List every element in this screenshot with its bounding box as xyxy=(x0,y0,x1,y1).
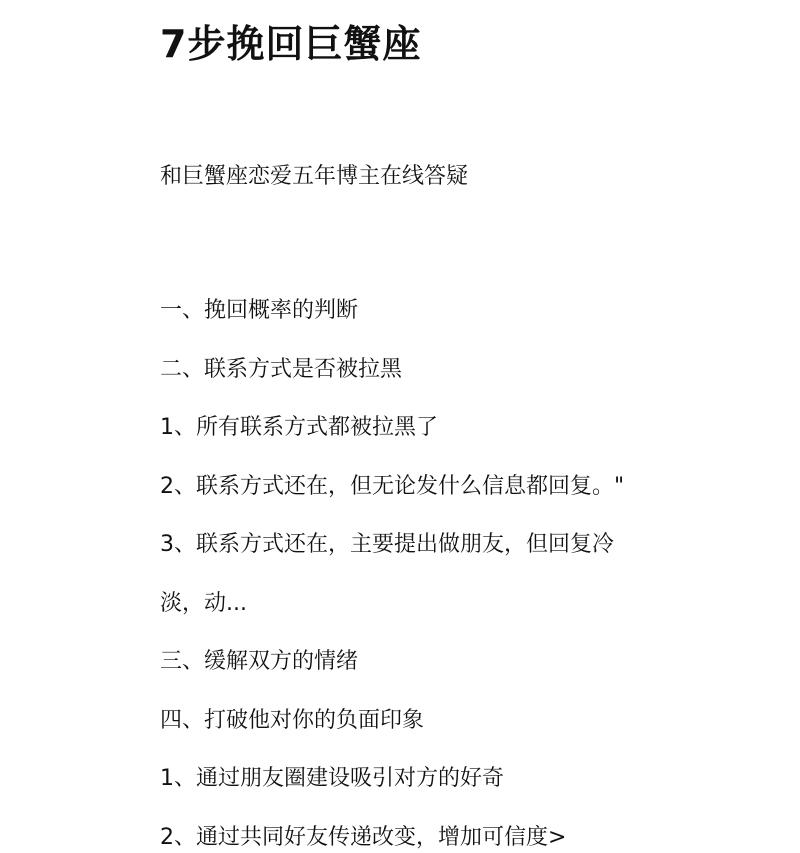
list-item: 2、联系方式还在，但无论发什么信息都回复。" xyxy=(160,473,625,499)
article-title: 7步挽回巨蟹座 xyxy=(160,22,422,66)
list-item: 一、挽回概率的判断 xyxy=(160,298,359,323)
article-subtitle: 和巨蟹座恋爱五年博主在线答疑 xyxy=(160,164,469,189)
list-item: 2、通过共同好友传递改变，增加可信度> xyxy=(160,824,567,850)
list-item: 四、打破他对你的负面印象 xyxy=(160,707,425,733)
list-item: 二、联系方式是否被拉黑 xyxy=(160,356,403,382)
article-content-list xyxy=(160,282,760,853)
list-item: 淡，动... xyxy=(160,590,247,616)
list-item: 1、通过朋友圈建设吸引对方的好奇 xyxy=(160,766,504,791)
list-item: 1、所有联系方式都被拉黑了 xyxy=(160,415,438,440)
list-item: 3、联系方式还在，主要提出做朋友，但回复冷 xyxy=(160,532,614,557)
list-item: 三、缓解双方的情绪 xyxy=(160,649,359,674)
